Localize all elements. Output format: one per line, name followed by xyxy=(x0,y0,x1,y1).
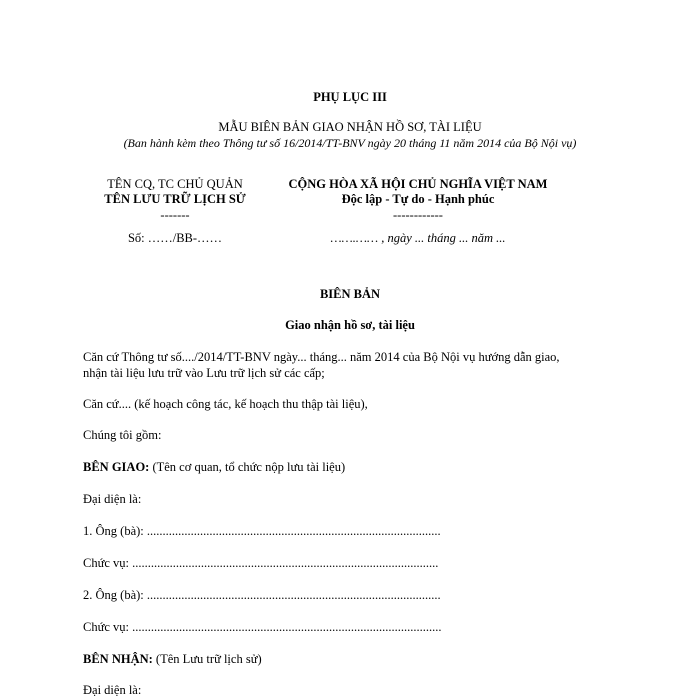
national-motto: Độc lập - Tự do - Hạnh phúc xyxy=(341,192,495,206)
giver-person-2: 2. Ông (bà): .............................................................................................. xyxy=(83,588,441,602)
document-title: BIÊN BẢN xyxy=(319,287,381,301)
giver-line xyxy=(83,460,345,475)
receiver-label: BÊN NHẬN: xyxy=(83,652,153,666)
receiver-representative-label: Đại diện là: xyxy=(83,683,142,697)
document-subtitle: Giao nhận hồ sơ, tài liệu xyxy=(285,318,415,332)
place-date-line: …….…… , ngày ... tháng ... năm ... xyxy=(330,231,506,245)
basis-line-1: Căn cứ Thông tư số..../2014/TT-BNV ngày... tháng... năm 2014 của Bộ Nội vụ hướng dẫn giao, xyxy=(83,350,560,364)
national-title: CỘNG HÒA XÃ HỘI CHỦ NGHĨA VIỆT NAM xyxy=(288,177,548,191)
basis-line-2: nhận tài liệu lưu trữ vào Lưu trữ lịch sử các cấp; xyxy=(83,366,325,380)
agency-header-line1: TÊN CQ, TC CHỦ QUẢN xyxy=(107,177,243,191)
form-title: MẪU BIÊN BẢN GIAO NHẬN HỒ SƠ, TÀI LIỆU xyxy=(218,120,482,134)
receiver-desc: (Tên Lưu trữ lịch sử) xyxy=(152,652,262,666)
agency-header-dashes: ------- xyxy=(160,208,190,222)
agency-header-line2: TÊN LƯU TRỮ LỊCH SỬ xyxy=(104,192,246,206)
giver-label: BÊN GIAO: xyxy=(83,460,150,474)
receiver-line xyxy=(83,652,262,667)
participants-intro: Chúng tôi gồm: xyxy=(83,428,162,442)
giver-person-1: 1. Ông (bà): .............................................................................................. xyxy=(83,524,441,538)
basis-plan-line: Căn cứ.... (kế hoạch công tác, kế hoạch thu thập tài liệu), xyxy=(83,397,368,411)
giver-desc: (Tên cơ quan, tổ chức nộp lưu tài liệu) xyxy=(149,460,346,474)
giver-representative-label: Đại diện là: xyxy=(83,492,142,506)
document-number: Số: ……/BB-…… xyxy=(127,231,223,245)
giver-position-1: Chức vụ: .................................................................................................. xyxy=(83,556,439,570)
giver-position-2: Chức vụ: ................................................................................................... xyxy=(83,620,442,634)
appendix-label: PHỤ LỤC III xyxy=(313,90,387,104)
national-dashes: ------------ xyxy=(393,208,443,222)
issued-note: (Ban hành kèm theo Thông tư số 16/2014/TT-BNV ngày 20 tháng 11 năm 2014 của Bộ Nội vụ) xyxy=(123,136,577,150)
